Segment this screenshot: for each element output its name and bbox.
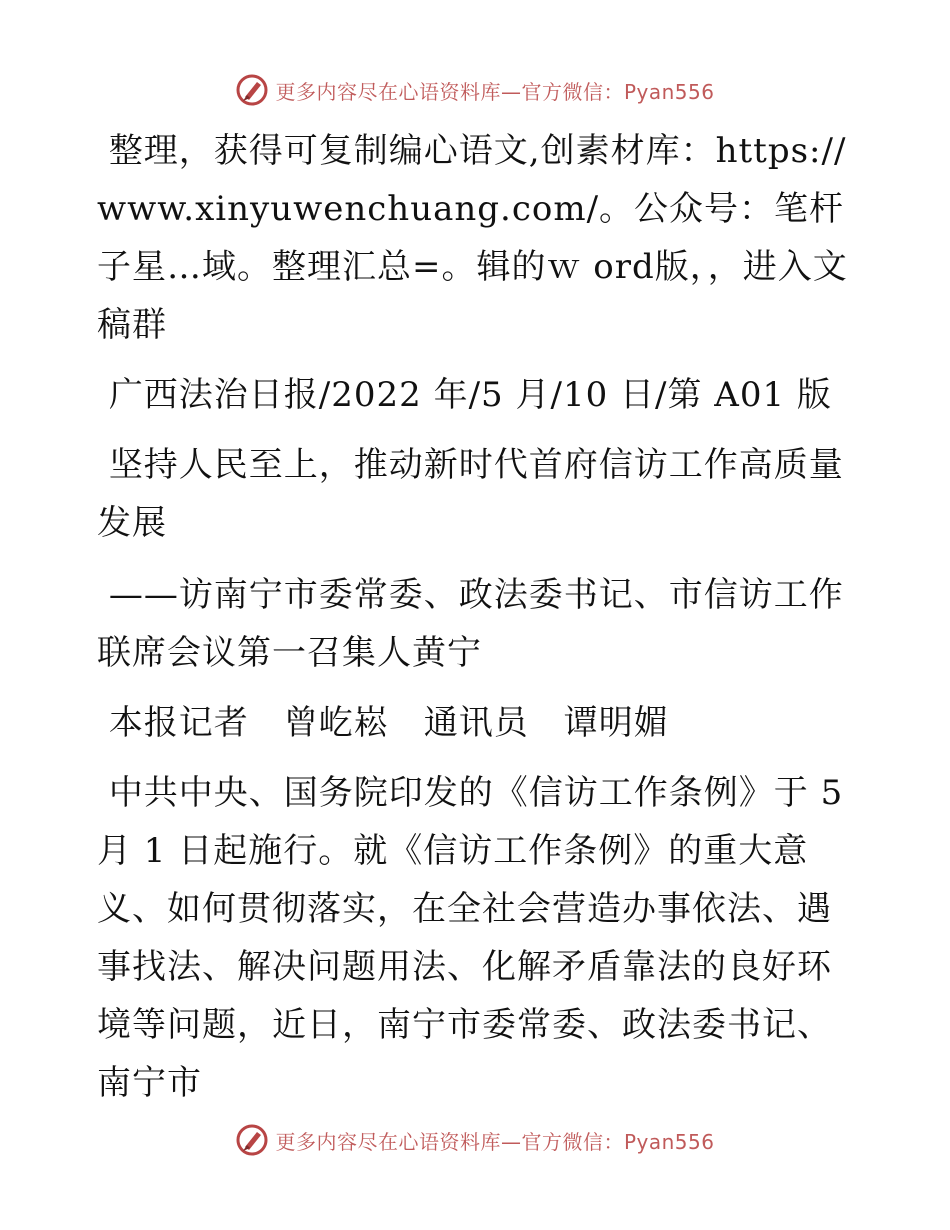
byline: 本报记者 曾屹崧 通讯员 谭明媚 <box>97 703 669 743</box>
subheadline: ——访南宁市委常委、政法委书记、市信访工作联席会议第一召集人黄宁 <box>97 575 844 673</box>
pen-nib-logo-icon <box>235 73 269 107</box>
pen-nib-logo-icon <box>235 1123 269 1157</box>
header-banner-text: 更多内容尽在心语资料库—官方微信：Pyan556 <box>275 79 715 104</box>
source-line: 广西法治日报/2022 年/5 月/10 日/第 A01 版 <box>97 375 832 415</box>
footer-banner <box>0 1120 950 1160</box>
footer-banner-text: 更多内容尽在心语资料库—官方微信：Pyan556 <box>275 1129 715 1154</box>
header-banner <box>0 70 950 110</box>
body-paragraph: 中共中央、国务院印发的《信访工作条例》于 5 月 1 日起施行。就《信访工作条例》的重大意义、如何贯彻落实，在全社会营造办事依法、遇事找法、解决问题用法、化解矛盾靠法的良好环境等问题，近日，南宁市委常委、政法委书记、南宁市 <box>97 773 856 1103</box>
document-body <box>97 122 857 1112</box>
intro-text: 整理，获得可复制编心语文,创素材库：https://www.xinyuwenchuang.com/。公众号：笔杆子星…域。整理汇总=。辑的ｗ ord版，，进入文稿群 <box>97 131 848 345</box>
headline: 坚持人民至上，推动新时代首府信访工作高质量发展 <box>97 445 844 543</box>
